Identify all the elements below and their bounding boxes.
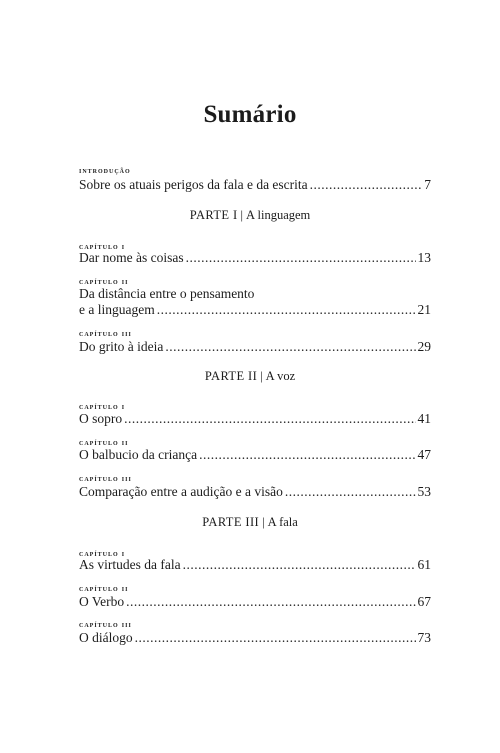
chapter-label: capítulo i bbox=[79, 241, 126, 251]
entry-title: O diálogo bbox=[79, 630, 133, 645]
chapter-label: capítulo i bbox=[79, 401, 126, 411]
toc-entry-p2-c1[interactable] bbox=[79, 411, 431, 427]
part-label: PARTE I bbox=[189, 208, 238, 222]
part-heading-1 bbox=[0, 208, 500, 223]
chapter-label: capítulo i bbox=[79, 548, 126, 558]
dot-leader bbox=[165, 339, 415, 355]
chapter-label: capítulo ii bbox=[79, 437, 129, 447]
entry-title: Comparação entre a audição e a visão bbox=[79, 484, 283, 499]
dot-leader bbox=[183, 557, 416, 573]
chapter-label: capítulo iii bbox=[79, 619, 132, 629]
entry-title-line1: Da distância entre o pensamento bbox=[79, 286, 255, 301]
intro-label: introdução bbox=[79, 165, 131, 175]
page-number: 21 bbox=[417, 302, 431, 317]
toc-entry-p1-c2[interactable] bbox=[79, 302, 431, 318]
toc-entry-p2-c3[interactable] bbox=[79, 484, 431, 500]
part-heading-3 bbox=[0, 515, 500, 530]
page-number: 41 bbox=[417, 411, 431, 426]
dot-leader bbox=[135, 630, 416, 646]
page-number: 13 bbox=[417, 250, 431, 265]
part-name: A voz bbox=[265, 369, 296, 383]
page-number: 73 bbox=[417, 630, 431, 645]
page-number: 67 bbox=[417, 594, 431, 609]
toc-entry-p1-c1[interactable] bbox=[79, 250, 431, 266]
toc-entry-p3-c2[interactable] bbox=[79, 594, 431, 610]
part-label: PARTE III bbox=[202, 515, 260, 529]
dot-leader bbox=[186, 250, 416, 266]
dot-leader bbox=[124, 411, 415, 427]
entry-title: e a linguagem bbox=[79, 302, 155, 317]
entry-title: Do grito à ideia bbox=[79, 339, 164, 354]
page-number: 47 bbox=[417, 447, 431, 462]
dot-leader bbox=[285, 484, 416, 500]
toc-entry-p1-c3[interactable] bbox=[79, 339, 431, 355]
entry-title: Sobre os atuais perigos da fala e da escrita bbox=[79, 177, 308, 192]
chapter-label: capítulo iii bbox=[79, 473, 132, 483]
separator: | bbox=[260, 369, 263, 383]
separator: | bbox=[262, 515, 265, 529]
page-number: 61 bbox=[417, 557, 431, 572]
page-title: Sumário bbox=[203, 100, 297, 128]
page-number: 7 bbox=[424, 177, 431, 192]
entry-title: Dar nome às coisas bbox=[79, 250, 184, 265]
chapter-label: capítulo ii bbox=[79, 276, 129, 286]
dot-leader bbox=[157, 302, 416, 318]
toc-entry-p3-c3[interactable] bbox=[79, 630, 431, 646]
entry-title: O sopro bbox=[79, 411, 123, 426]
chapter-label: capítulo ii bbox=[79, 583, 129, 593]
entry-title: As virtudes da fala bbox=[79, 557, 181, 572]
page-number: 53 bbox=[417, 484, 431, 499]
page-number: 29 bbox=[417, 339, 431, 354]
chapter-label: capítulo iii bbox=[79, 328, 132, 338]
dot-leader bbox=[199, 447, 415, 463]
toc-entry-intro[interactable] bbox=[79, 177, 431, 193]
part-name: A linguagem bbox=[246, 208, 311, 222]
separator: | bbox=[240, 208, 244, 222]
part-label: PARTE II bbox=[204, 369, 258, 383]
part-heading-2 bbox=[0, 369, 500, 384]
dot-leader bbox=[310, 177, 423, 193]
entry-title: O Verbo bbox=[79, 594, 125, 609]
dot-leader bbox=[126, 594, 415, 610]
entry-title: O balbucio da criança bbox=[79, 447, 198, 462]
toc-entry-p2-c2[interactable] bbox=[79, 447, 431, 463]
toc-entry-p3-c1[interactable] bbox=[79, 557, 431, 573]
part-name: A fala bbox=[267, 515, 298, 529]
